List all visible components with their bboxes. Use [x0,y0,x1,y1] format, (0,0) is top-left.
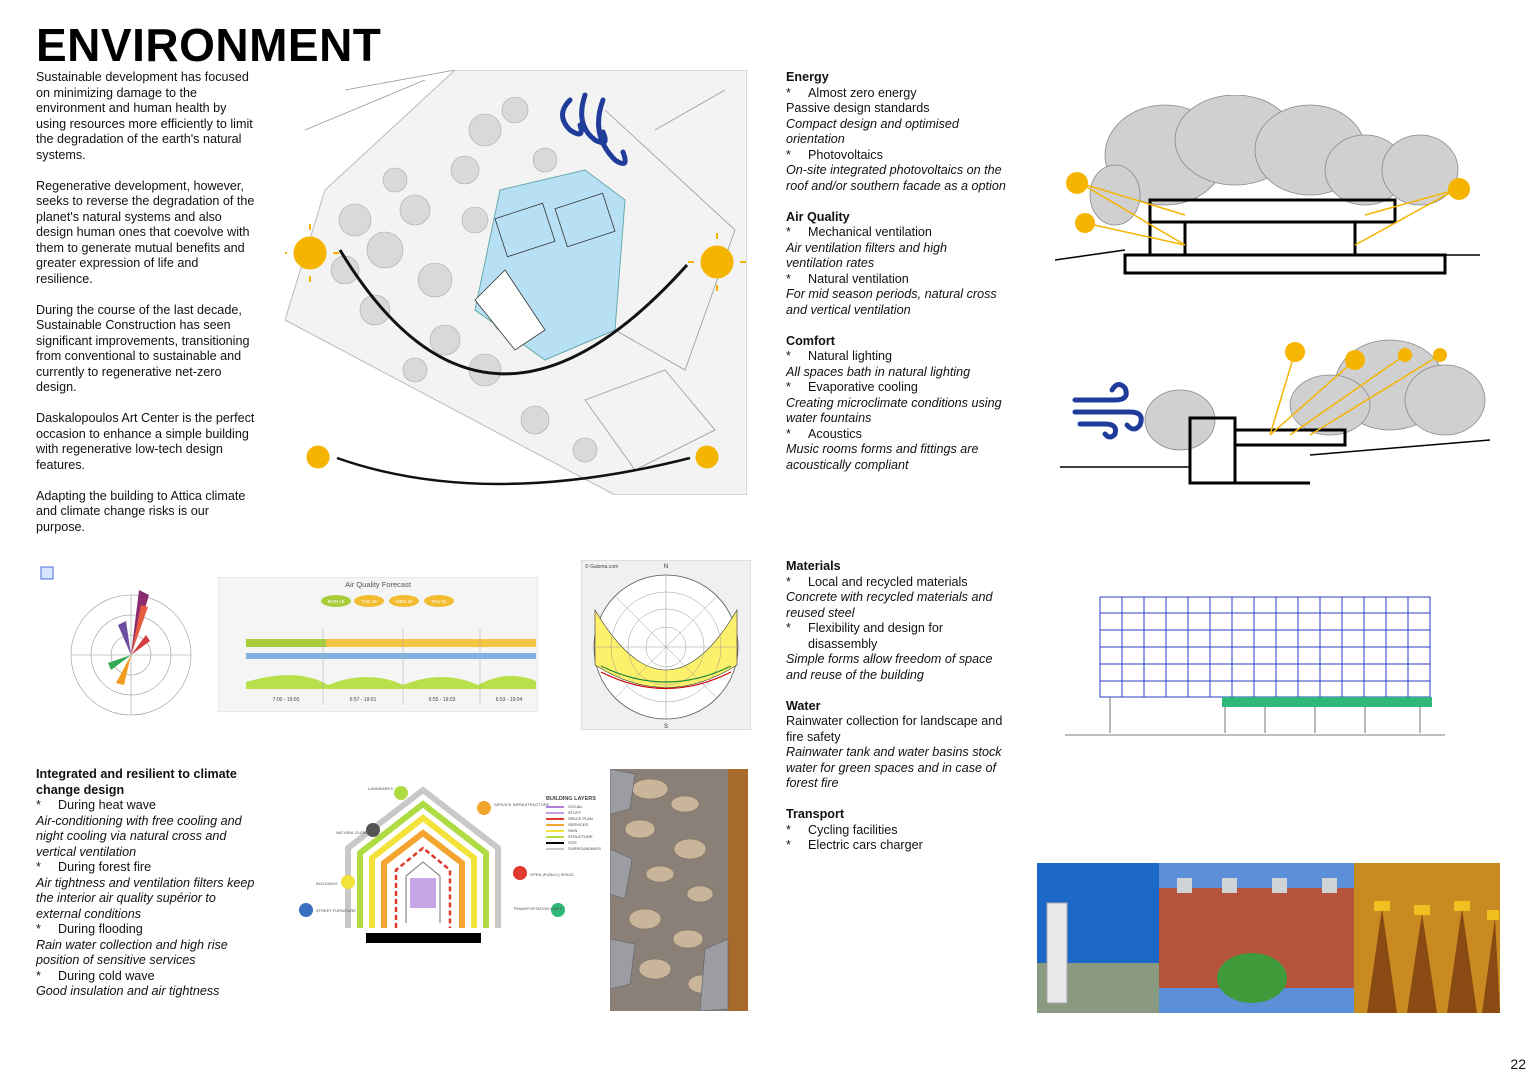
italic-note: Good insulation and air tightness [36,984,220,998]
italic-note: Rain water collection and high rise position of sensitive services [36,937,228,967]
italic-note: Air tightness and ventilation filters keep the interior air quality supérior to external conditions [36,875,255,921]
section-heading: Integrated and resilient to climate change design [36,767,237,797]
bullet-continuation: disassembly [808,636,878,651]
energy-section [786,70,1006,194]
service-icon [477,801,491,815]
bullet-item: * Almost zero energy [786,86,1006,102]
gravel-photo [610,769,748,1011]
chimney-photos [1037,863,1500,1013]
open-space-icon [513,866,527,880]
italic-note: Music rooms forms and fittings are acoustically compliant [786,442,979,472]
legend-item: SITE [568,840,577,845]
forecast-day-label: WED 20 [395,599,413,604]
water-section [786,699,1006,792]
italic-note: Air-conditioning with free cooling and night cooling via natural cross and vertical ventilation [36,813,242,859]
legend-item: SPACE PLAN [568,816,593,821]
air-quality-forecast-panel [218,577,538,712]
forecast-sun-time: 7:00 - 19:00 [272,697,300,703]
section-heading: Air Quality [786,209,850,224]
building-section-energy [1055,95,1480,275]
intro-text [36,70,258,551]
legend-title: BUILDING LAYERS [546,796,596,802]
layer-label: OPEN (PUBLIC) SPACE [530,872,574,877]
tree-canopy [1090,95,1458,225]
legend-items [568,804,601,851]
bullet-item: * Cycling facilities [786,823,1006,839]
legend-item: SKIN [568,828,578,833]
pv-grid [1100,597,1430,697]
bullet-item: * Local and recycled materials [786,575,1006,591]
page-number: 22 [1510,1056,1526,1072]
bullet-item: * Photovoltaics [786,148,1006,164]
legend-item: SERVICES [568,822,589,827]
intro-paragraph: Adapting the building to Attica climate and climate change risks is our purpose. [36,488,246,534]
section-heading: Transport [786,807,845,821]
building-layers-diagram [288,778,608,948]
bullet-item: * Electric cars charger [786,838,1006,854]
italic-note: For mid season periods, natural cross and vertical ventilation [786,287,997,317]
italic-note: Compact design and optimised orientation [786,116,959,146]
forecast-day-label: THU 21 [431,599,447,604]
section-heading: Comfort [786,333,835,348]
section-heading: Energy [786,70,829,84]
layer-label: LANDMARKS [368,786,393,791]
italic-note: Air ventilation filters and high ventilation rates [786,240,948,270]
wind-rose-chart [36,565,201,725]
forecast-sun-time: 6:55 - 19:03 [428,697,456,703]
site-plan [285,70,747,495]
section-heading: Materials [786,559,841,573]
bullet-item: * Natural ventilation [786,272,1006,288]
forecast-day-label: MON 18 [327,599,345,604]
features-column [786,70,1006,489]
canopy [1222,697,1432,707]
layer-label: NATURAL ELEMENTS [336,830,377,835]
pv-facade-elevation [1065,583,1445,743]
italic-note: Concrete with recycled materials and reused steel [786,590,993,620]
wind-rose-logo [41,567,53,579]
italic-note: Creating microclimate conditions using water fountains [786,395,1002,425]
transport-section [786,807,1006,854]
bullet-item: * During heat wave [36,798,261,814]
section-heading: Water [786,698,821,713]
bullet-item: * Natural lighting [786,349,1006,365]
layer-label: SERVICE INFRASTRUCTURE [494,802,550,807]
site-base [366,933,481,943]
legend-item: STUFF [568,810,581,815]
building-section-ventilation [1060,330,1490,490]
forecast-title: Air Quality Forecast [345,580,411,589]
italic-note: Simple forms allow freedom of space and reuse of the building [786,652,993,682]
legend-item: STRUCTURE [568,834,593,839]
bench-icon [299,903,313,917]
page-title: ENVIRONMENT [36,19,382,71]
climate-section [36,767,261,1000]
comfort-section [786,334,1006,474]
forecast-sun-time: 6:57 - 19:01 [349,697,377,703]
bullet-item: * During flooding [36,922,261,938]
italic-note: On-site integrated photovoltaics on the roof and/or southern facade as a option [786,163,1006,193]
layer-label: BUILDINGS [316,881,338,886]
features-column-lower [786,559,1006,869]
body-line: Passive design standards [786,101,930,115]
intro-paragraph: Regenerative development, however, seeks to reverse the degradation of the planet's natural systems and also design human ones that coevolve with them to generate mutual benefits and greater expression of life and resilience. [36,178,255,286]
tree-icon [1217,953,1287,1003]
air-quality-section [786,210,1006,319]
forecast-sun-time: 6:53 - 19:04 [495,697,523,703]
materials-section [786,559,1006,683]
italic-note: Rainwater tank and water basins stock water for green spaces and in case of forest fire [786,745,1002,790]
bullet-item: * Acoustics [786,427,1006,443]
compass-south: S [663,724,669,730]
bullet-item: * Flexibility and design for [786,621,1006,637]
bullet-item: * During cold wave [36,969,261,985]
intro-paragraph: During the course of the last decade, Sustainable Construction has seen significant improvements, transitioning from conventional to sustainable and currently to regenerative net-zero design. [36,302,250,394]
intro-paragraph: Sustainable development has focused on minimizing damage to the environment and human health by using resources more efficiently to limit the degradation of the earth's natural systems. [36,70,253,162]
body-line: Rainwater collection for landscape and fire safety [786,714,1003,744]
sun-path-chart [581,560,751,730]
site-plan-diagram [285,70,747,495]
legend-item: SOCIAL [568,804,583,809]
bullet-item: * Mechanical ventilation [786,225,1006,241]
intro-paragraph: Daskalopoulos Art Center is the perfect occasion to enhance a simple building with regenerative low-tech design features. [36,411,255,472]
legend-item: SURROUNDINGS [568,846,601,851]
italic-note: All spaces bath in natural lighting [786,364,971,379]
building-icon [341,875,355,889]
layer-label: TRANSPORTATION LINKS [513,906,562,911]
compass-north: N [663,564,669,570]
social-core [410,878,436,908]
bullet-item: * Evaporative cooling [786,380,1006,396]
layer-label: STREET FURNITURE [316,908,356,913]
wind-icon [1075,384,1141,437]
forecast-day-label: TUE 19 [361,599,377,604]
chimney-icon [1047,903,1067,1003]
sun-chart-credit: © Gaisma.com [585,564,619,570]
landmark-icon [394,786,408,800]
bullet-item: * During forest fire [36,860,261,876]
